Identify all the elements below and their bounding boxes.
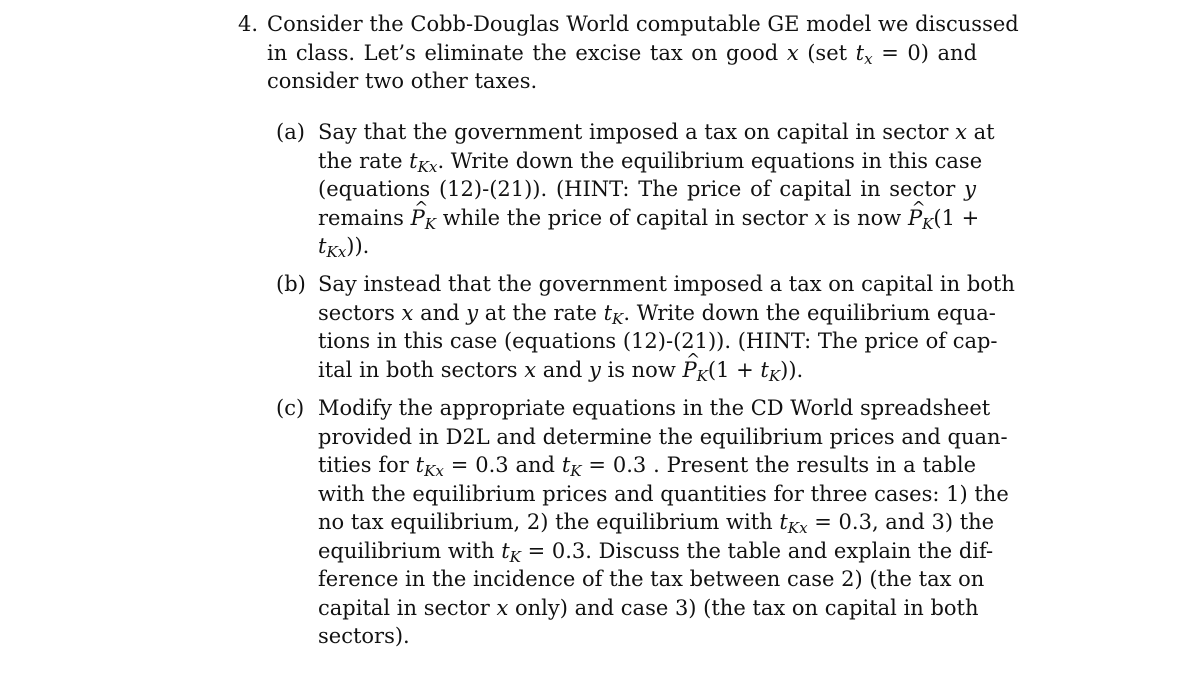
question-lead-line: in class. Let’s eliminate the excise tax on good x (set $t_x = 0$) and [267,40,978,68]
item-b-text [318,270,1015,385]
item-b-line: sectors x and y at the rate $t_K$. Write down the equilibrium equa- [318,300,996,328]
item-c-line: tities for $t_{Kx} = 0.3$ and $t_K = 0.3$ . Present the results in a table [318,453,976,481]
question-lead [267,10,1019,96]
item-a-label: (a) [276,120,305,144]
item-a-line: remains ^ $P_K$ while the price of capital in sector x is now ^ $P_K(1$ + [318,204,976,233]
item-c-line: with the equilibrium prices and quantities for three cases: 1) the [318,481,1009,506]
item-c-line: ference in the incidence of the tax between case 2) (the tax on [318,567,985,591]
item-a-line: $t_{Kx}$)). [318,234,370,262]
item-c-line: equilibrium with $t_K = 0.3$. Discuss the table and explain the dif- [318,538,994,566]
item-a-line: (equations (12)-(21)). (HINT: The price of capital in sector y [318,177,976,201]
item-c-line: provided in D2L and determine the equilibrium prices and quan- [318,424,1008,449]
item-b-line: ital in both sectors x and y is now ^ $P_K(1 + t_K)$). [318,356,976,385]
item-c-text [318,394,1009,651]
item-c-line: sectors). [318,624,410,648]
item-b-line: Say instead that the government imposed a tax on capital in both [318,272,1015,296]
item-b-line: tions in this case (equations (12)-(21)). (HINT: The price of cap- [318,329,998,353]
question-lead-line: consider two other taxes. [267,69,538,93]
item-a-line: the rate $t_{Kx}$. Write down the equilibrium equations in this case [318,148,983,176]
item-c-line: Modify the appropriate equations in the CD World spreadsheet [318,396,991,420]
item-b-label: (b) [276,272,306,296]
item-a-line: Say that the government imposed a tax on capital in sector x at [318,120,995,144]
item-c-line: capital in sector x only) and case 3) (the tax on capital in both [318,595,979,620]
item-a-text [318,118,995,262]
item-c-line: no tax equilibrium, 2) the equilibrium with $t_{Kx} = 0.3$, and 3) the [318,510,995,538]
question-number: 4. [238,12,259,36]
question-lead-line: Consider the Cobb-Douglas World computable GE model we discussed [267,12,1019,36]
item-c-label: (c) [276,396,305,420]
